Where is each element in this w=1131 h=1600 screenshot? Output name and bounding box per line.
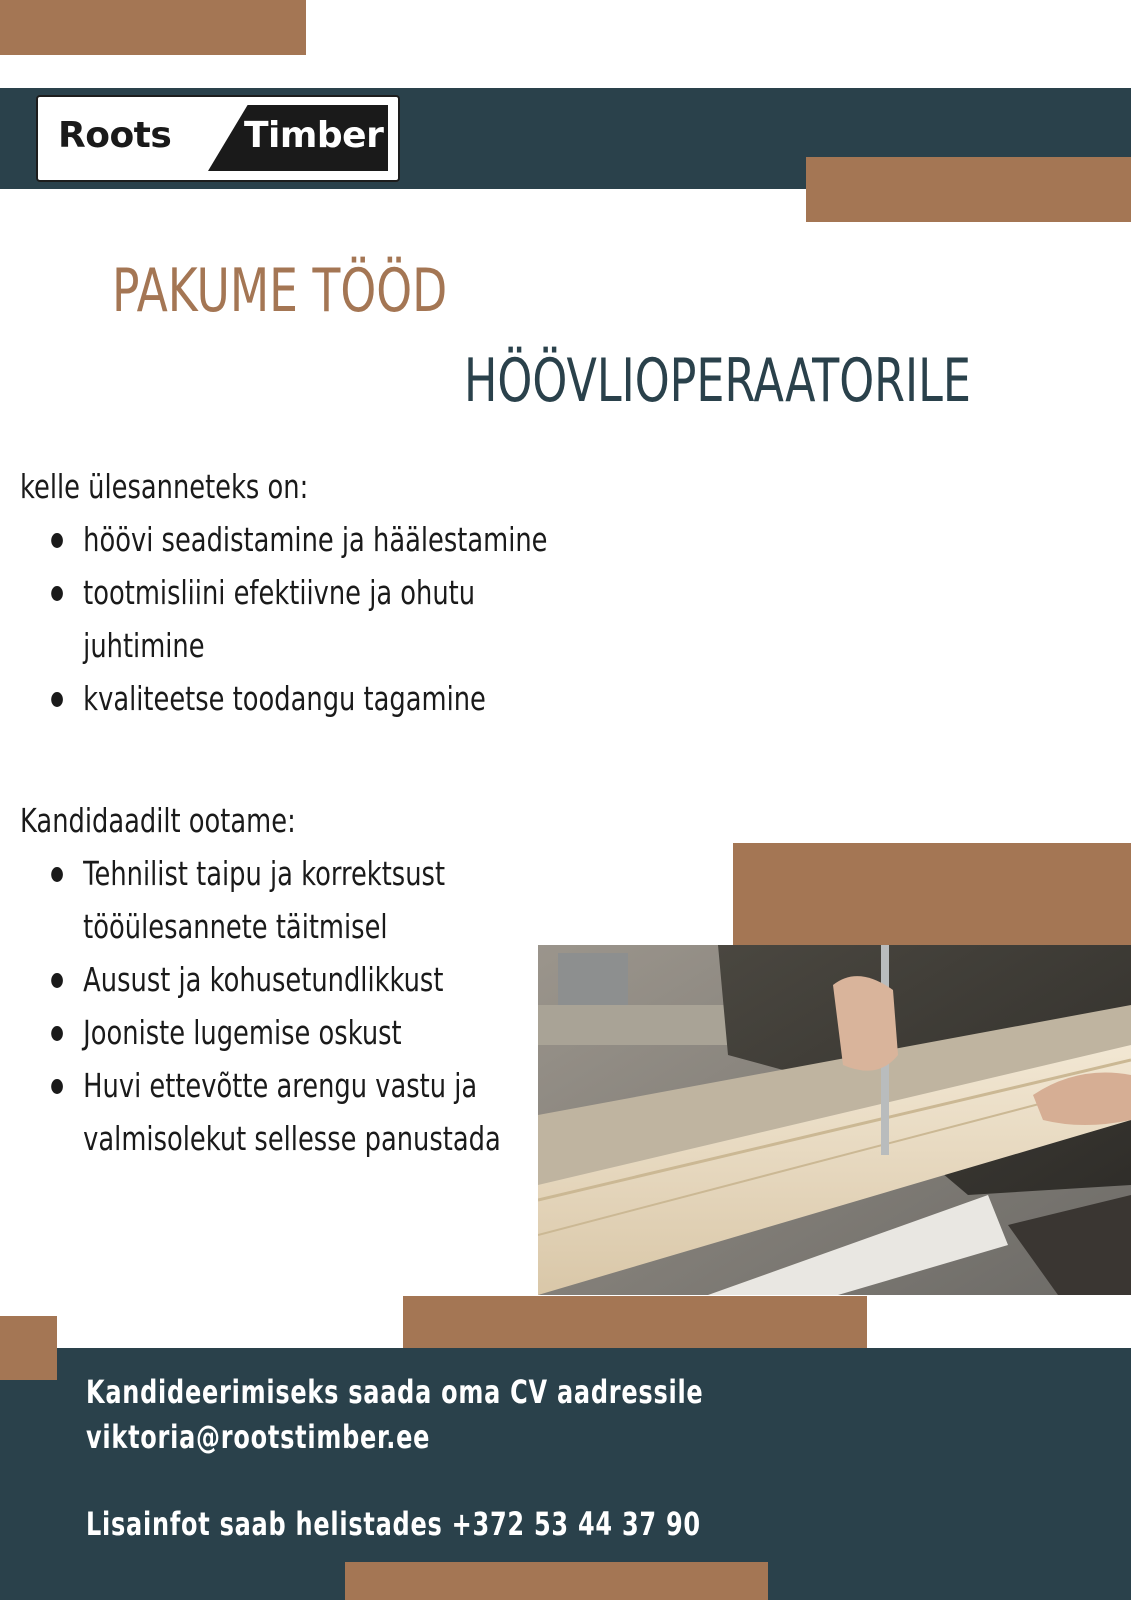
list-item: Jooniste lugemise oskust (20, 1006, 550, 1059)
bullet-icon (51, 973, 63, 988)
requirements-section (20, 794, 550, 1165)
photo-top-accent-bar (733, 843, 1131, 945)
requirements-list (20, 847, 550, 1165)
bullet-icon (51, 533, 63, 548)
bottom-mid-accent-bar (403, 1296, 867, 1348)
headline-offer: PAKUME TÖÖD (112, 256, 448, 326)
bullet-icon (51, 867, 63, 882)
contact-apply-line: Kandideerimiseks saada oma CV aadressile (86, 1373, 704, 1411)
top-left-accent-bar (0, 0, 306, 55)
worker-measuring-timber-photo (538, 945, 1131, 1295)
contact-email[interactable]: viktoria@rootstimber.ee (86, 1418, 431, 1456)
footer-band-left (0, 1380, 57, 1600)
headline-position: HÖÖVLIOPERAATORILE (464, 346, 971, 416)
bullet-icon (51, 586, 63, 601)
list-item: tootmisliini efektiivne ja ohutu juhtimine (20, 566, 582, 672)
footer-bottom-accent-bar (345, 1562, 768, 1600)
list-item: Tehnilist taipu ja korrektsust tööülesannete täitmisel (20, 847, 550, 953)
contact-phone-line: Lisainfot saab helistades +372 53 44 37 90 (86, 1505, 701, 1543)
requirements-heading: Kandidaadilt ootame: (20, 801, 296, 840)
list-item: Ausust ja kohusetundlikkust (20, 953, 550, 1006)
roots-timber-logo (36, 95, 400, 182)
duties-section (20, 460, 582, 725)
logo-word-timber: Timber (244, 115, 384, 156)
bullet-icon (51, 1026, 63, 1041)
duties-heading: kelle ülesanneteks on: (20, 467, 309, 506)
list-item: höövi seadistamine ja häälestamine (20, 513, 582, 566)
duties-list (20, 513, 582, 725)
list-item: kvaliteetse toodangu tagamine (20, 672, 582, 725)
logo-word-roots: Roots (58, 115, 172, 156)
bottom-left-accent-square (0, 1316, 57, 1380)
header-right-accent-bar (806, 157, 1131, 222)
bullet-icon (51, 1079, 63, 1094)
bullet-icon (51, 692, 63, 707)
list-item: Huvi ettevõtte arengu vastu ja valmisolekut sellesse panustada (20, 1059, 550, 1165)
